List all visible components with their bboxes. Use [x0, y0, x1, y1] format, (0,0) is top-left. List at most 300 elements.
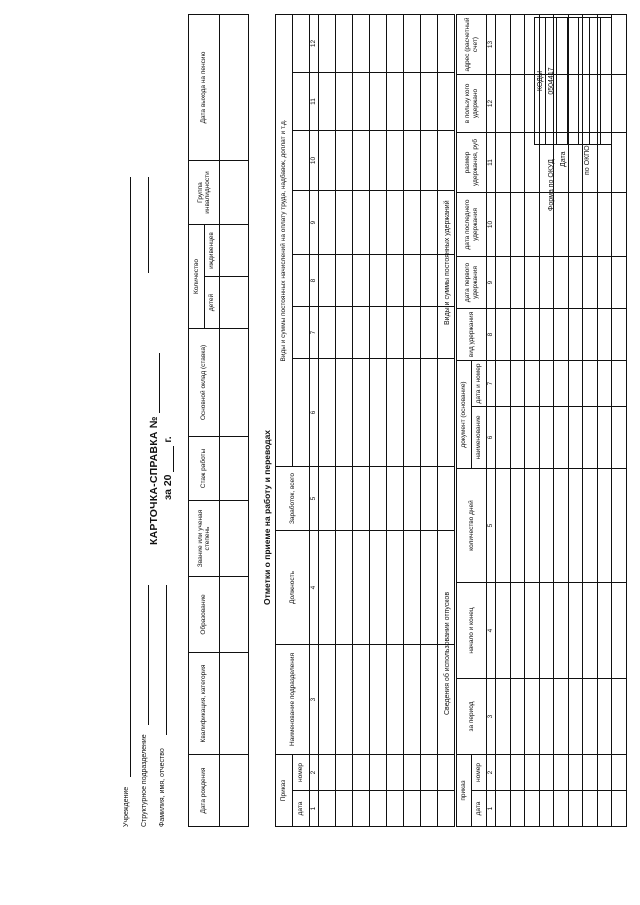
deduction-cell[interactable]	[612, 133, 627, 193]
hiring-cell[interactable]	[319, 191, 336, 255]
hiring-col-number: 9	[310, 191, 319, 255]
hiring-cell[interactable]	[319, 645, 336, 755]
th-degree: Звание или ученая степень	[189, 501, 220, 577]
th-children: детей	[204, 277, 220, 329]
hiring-row	[336, 14, 353, 826]
deduction-cell[interactable]	[568, 361, 583, 407]
hiring-cell[interactable]	[421, 307, 438, 359]
vacation-cell[interactable]	[496, 791, 511, 827]
hiring-cell[interactable]	[421, 755, 438, 791]
deduction-cell[interactable]	[568, 257, 583, 309]
vacation-cell[interactable]	[554, 679, 569, 755]
hiring-cell[interactable]	[336, 791, 353, 827]
hiring-cell[interactable]	[404, 467, 421, 531]
accrual-col-empty	[293, 307, 310, 359]
personal-cell[interactable]	[220, 653, 249, 755]
okpo-field-line[interactable]	[148, 177, 149, 273]
deduction-cell[interactable]	[554, 309, 569, 361]
th-accruals: Виды и суммы постоянных начислений на оплату труда, надбавок, доплат и т.д.	[276, 14, 293, 466]
deduction-cell[interactable]	[496, 361, 511, 407]
deduction-row	[568, 15, 583, 469]
hiring-cell[interactable]	[438, 467, 455, 531]
deduction-cell[interactable]	[568, 15, 583, 75]
vacation-cell[interactable]	[612, 755, 627, 791]
hiring-cell[interactable]	[421, 73, 438, 131]
hiring-cell[interactable]	[336, 531, 353, 645]
vacation-cell[interactable]	[568, 755, 583, 791]
vacation-row	[612, 469, 627, 827]
hiring-cell[interactable]	[370, 645, 387, 755]
hiring-cell[interactable]	[370, 307, 387, 359]
deduction-cell[interactable]	[539, 407, 554, 469]
hiring-row	[387, 14, 404, 826]
vacation-cell[interactable]	[525, 469, 540, 583]
deduction-cell[interactable]	[525, 15, 540, 75]
hiring-cell[interactable]	[387, 791, 404, 827]
hiring-cell[interactable]	[319, 791, 336, 827]
hiring-cell[interactable]	[319, 73, 336, 131]
th-doc-basis: документ (основание)	[457, 361, 472, 469]
th-deduction-kind: вид удержания	[457, 309, 487, 361]
deduction-cell[interactable]	[583, 309, 598, 361]
th-doc-date-number: дата и номер	[472, 361, 487, 407]
vacation-cell[interactable]	[554, 469, 569, 583]
hiring-cell[interactable]	[438, 791, 455, 827]
year-field[interactable]	[163, 446, 174, 472]
vacation-cell[interactable]	[539, 755, 554, 791]
deduction-cell[interactable]	[612, 361, 627, 407]
hiring-cell[interactable]	[319, 131, 336, 191]
hiring-col-number: 2	[310, 755, 319, 791]
deduction-cell[interactable]	[539, 309, 554, 361]
th-dependents: иждивенцев	[204, 225, 220, 277]
hiring-cell[interactable]	[319, 255, 336, 307]
deduction-cell[interactable]	[583, 257, 598, 309]
hiring-section-title: Отметки о приеме на работу и переводах	[262, 429, 272, 605]
deduction-cell[interactable]	[597, 75, 612, 133]
vacation-row	[496, 469, 511, 827]
vacation-cell[interactable]	[539, 679, 554, 755]
vacation-cell[interactable]	[612, 469, 627, 583]
hiring-cell[interactable]	[438, 73, 455, 131]
person-field[interactable]	[166, 585, 167, 735]
deduction-cell[interactable]	[510, 309, 525, 361]
deduction-col-number: 10	[487, 193, 496, 257]
hiring-col-number: 12	[310, 14, 319, 72]
personal-cell[interactable]	[220, 15, 249, 161]
hiring-cell[interactable]	[370, 531, 387, 645]
hiring-cell[interactable]	[353, 791, 370, 827]
accrual-col-empty	[293, 73, 310, 131]
deduction-cell[interactable]	[510, 193, 525, 257]
vacation-cell[interactable]	[496, 469, 511, 583]
vacation-col-number: 3	[487, 679, 496, 755]
hiring-cell[interactable]	[336, 359, 353, 467]
department-field[interactable]	[148, 585, 149, 725]
hiring-cell[interactable]	[387, 73, 404, 131]
vacation-cell[interactable]	[510, 583, 525, 679]
hiring-cell[interactable]	[421, 359, 438, 467]
hiring-cell[interactable]	[353, 14, 370, 72]
hiring-cell[interactable]	[421, 14, 438, 72]
vacation-row	[539, 469, 554, 827]
hiring-cell[interactable]	[319, 14, 336, 72]
deduction-cell[interactable]	[568, 407, 583, 469]
deduction-cell[interactable]	[554, 407, 569, 469]
hiring-cell[interactable]	[353, 191, 370, 255]
hiring-cell[interactable]	[438, 131, 455, 191]
hiring-cell[interactable]	[353, 467, 370, 531]
deduction-cell[interactable]	[597, 133, 612, 193]
deduction-cell[interactable]	[568, 309, 583, 361]
hiring-cell[interactable]	[319, 307, 336, 359]
deduction-cell[interactable]	[525, 193, 540, 257]
hiring-cell[interactable]	[387, 531, 404, 645]
deduction-cell[interactable]	[510, 75, 525, 133]
deduction-cell[interactable]	[597, 15, 612, 75]
hiring-cell[interactable]	[404, 73, 421, 131]
hiring-cell[interactable]	[387, 307, 404, 359]
hiring-cell[interactable]	[421, 191, 438, 255]
vacation-cell[interactable]	[597, 583, 612, 679]
hiring-row	[404, 14, 421, 826]
hiring-cell[interactable]	[404, 307, 421, 359]
th-hiring-order-number: номер	[293, 755, 310, 791]
th-count: Количество	[189, 225, 205, 329]
hiring-cell[interactable]	[336, 255, 353, 307]
deduction-col-number: 8	[487, 309, 496, 361]
hiring-col-number: 11	[310, 73, 319, 131]
year-prefix: за 20	[162, 474, 174, 500]
vacation-cell[interactable]	[510, 469, 525, 583]
deduction-cell[interactable]	[612, 193, 627, 257]
hiring-cell[interactable]	[319, 467, 336, 531]
deduction-cell[interactable]	[554, 361, 569, 407]
form-number-field[interactable]	[149, 353, 160, 413]
deduction-cell[interactable]	[510, 407, 525, 469]
hiring-cell[interactable]	[404, 255, 421, 307]
hiring-cell[interactable]	[387, 359, 404, 467]
vacation-cell[interactable]	[583, 583, 598, 679]
hiring-cell[interactable]	[421, 645, 438, 755]
accrual-col-empty	[293, 255, 310, 307]
hiring-cell[interactable]	[319, 359, 336, 467]
hiring-cell[interactable]	[370, 467, 387, 531]
hiring-cell[interactable]	[438, 14, 455, 72]
hiring-cell[interactable]	[370, 191, 387, 255]
vacation-cell[interactable]	[583, 469, 598, 583]
th-position: Должность	[276, 531, 310, 645]
deduction-cell[interactable]	[554, 75, 569, 133]
vacation-cell[interactable]	[539, 583, 554, 679]
deduction-cell[interactable]	[539, 257, 554, 309]
vacation-cell[interactable]	[597, 469, 612, 583]
hiring-cell[interactable]	[370, 791, 387, 827]
th-first-deduction-date: дата первого удержания	[457, 257, 487, 309]
deduction-col-number: 12	[487, 75, 496, 133]
th-disability-group: Группа инвалидности	[189, 161, 220, 225]
vacation-cell[interactable]	[597, 679, 612, 755]
hiring-cell[interactable]	[404, 791, 421, 827]
hiring-cell[interactable]	[353, 755, 370, 791]
th-experience: Стаж работы	[189, 437, 220, 501]
vacation-col-number: 5	[487, 469, 496, 583]
vacation-cell[interactable]	[583, 791, 598, 827]
date-label: Дата	[560, 151, 567, 167]
deduction-cell[interactable]	[496, 15, 511, 75]
vacation-cell[interactable]	[583, 679, 598, 755]
person-label: Фамилия, имя, отчество	[159, 748, 166, 827]
vacation-cell[interactable]	[597, 755, 612, 791]
personal-cell[interactable]	[220, 329, 249, 437]
hiring-cell[interactable]	[404, 14, 421, 72]
deduction-cell[interactable]	[539, 133, 554, 193]
deduction-cell[interactable]	[612, 407, 627, 469]
hiring-col-number: 4	[310, 531, 319, 645]
vacation-table	[456, 468, 627, 827]
vacation-cell[interactable]	[612, 791, 627, 827]
hiring-cell[interactable]	[353, 255, 370, 307]
hiring-cell[interactable]	[370, 359, 387, 467]
vacation-cell[interactable]	[612, 679, 627, 755]
deduction-cell[interactable]	[539, 15, 554, 75]
hiring-number-row	[310, 14, 319, 826]
hiring-cell[interactable]	[438, 359, 455, 467]
deduction-cell[interactable]	[496, 133, 511, 193]
vacation-cell[interactable]	[568, 583, 583, 679]
deduction-cell[interactable]	[496, 193, 511, 257]
deduction-cell[interactable]	[568, 133, 583, 193]
form-title-text: КАРТОЧКА-СПРАВКА №	[148, 416, 160, 545]
hiring-cell[interactable]	[404, 191, 421, 255]
hiring-cell[interactable]	[336, 131, 353, 191]
deduction-cell[interactable]	[496, 407, 511, 469]
deduction-cell[interactable]	[597, 257, 612, 309]
hiring-cell[interactable]	[387, 755, 404, 791]
hiring-cell[interactable]	[353, 307, 370, 359]
vacation-cell[interactable]	[539, 791, 554, 827]
th-vacation-order-date: дата	[472, 791, 487, 827]
deduction-cell[interactable]	[583, 193, 598, 257]
deduction-cell[interactable]	[510, 133, 525, 193]
th-doc-name: наименование	[472, 407, 487, 469]
deduction-cell[interactable]	[568, 75, 583, 133]
deduction-cell[interactable]	[539, 361, 554, 407]
deduction-cell[interactable]	[510, 361, 525, 407]
personal-cell[interactable]	[220, 437, 249, 501]
hiring-cell[interactable]	[370, 255, 387, 307]
deduction-cell[interactable]	[612, 75, 627, 133]
hiring-cell[interactable]	[353, 131, 370, 191]
deduction-cell[interactable]	[496, 75, 511, 133]
hiring-cell[interactable]	[404, 645, 421, 755]
hiring-cell[interactable]	[336, 755, 353, 791]
vacation-cell[interactable]	[554, 791, 569, 827]
deduction-cell[interactable]	[539, 75, 554, 133]
institution-field[interactable]	[130, 177, 131, 777]
deduction-cell[interactable]	[525, 309, 540, 361]
hiring-row	[353, 14, 370, 826]
deduction-cell[interactable]	[583, 133, 598, 193]
deduction-cell[interactable]	[612, 257, 627, 309]
form-year	[162, 436, 174, 500]
okpo-label: по ОКПО	[584, 145, 591, 175]
vacation-cell[interactable]	[612, 583, 627, 679]
hiring-cell[interactable]	[370, 14, 387, 72]
deduction-cell[interactable]	[525, 75, 540, 133]
hiring-cell[interactable]	[404, 755, 421, 791]
hiring-cell[interactable]	[353, 645, 370, 755]
th-unit-name: Наименование подразделения	[276, 645, 310, 755]
th-base-salary: Основной оклад (ставка)	[189, 329, 220, 437]
hiring-cell[interactable]	[404, 359, 421, 467]
deductions-section-title: Виды и суммы постоянных удержаний	[444, 200, 451, 325]
deduction-col-number: 6	[487, 407, 496, 469]
vacation-cell[interactable]	[539, 469, 554, 583]
th-salary-total: Заработок, всего	[276, 467, 310, 531]
hiring-cell[interactable]	[336, 14, 353, 72]
vacation-cell[interactable]	[496, 583, 511, 679]
hiring-cell[interactable]	[387, 131, 404, 191]
deduction-cell[interactable]	[583, 15, 598, 75]
hiring-cell[interactable]	[370, 131, 387, 191]
vacation-cell[interactable]	[510, 679, 525, 755]
vacation-col-number: 4	[487, 583, 496, 679]
vacation-col-number: 1	[487, 791, 496, 827]
deduction-row	[510, 15, 525, 469]
deduction-cell[interactable]	[583, 407, 598, 469]
personal-cell[interactable]	[220, 755, 249, 827]
hiring-cell[interactable]	[370, 73, 387, 131]
hiring-cell[interactable]	[421, 131, 438, 191]
deduction-row	[525, 15, 540, 469]
deduction-col-number: 7	[487, 361, 496, 407]
vacation-cell[interactable]	[510, 791, 525, 827]
th-vacation-order-number: номер	[472, 755, 487, 791]
deduction-row	[612, 15, 627, 469]
year-suffix: г.	[162, 436, 174, 443]
vacation-cell[interactable]	[525, 583, 540, 679]
hiring-cell[interactable]	[353, 359, 370, 467]
vacation-col-number: 2	[487, 755, 496, 791]
vacation-cell[interactable]	[554, 583, 569, 679]
vacation-cell[interactable]	[597, 791, 612, 827]
hiring-cell[interactable]	[404, 131, 421, 191]
vacation-cell[interactable]	[583, 755, 598, 791]
okud-label: Форма по ОКУД	[548, 159, 555, 211]
th-hiring-order-date: дата	[293, 791, 310, 827]
hiring-cell[interactable]	[387, 467, 404, 531]
hiring-cell[interactable]	[404, 531, 421, 645]
deduction-row	[496, 15, 511, 469]
personal-cell[interactable]	[220, 277, 249, 329]
hiring-cell[interactable]	[353, 531, 370, 645]
deduction-cell[interactable]	[597, 193, 612, 257]
deduction-cell[interactable]	[510, 15, 525, 75]
deduction-cell[interactable]	[554, 133, 569, 193]
personal-cell[interactable]	[220, 161, 249, 225]
th-hiring-order: Приказ	[276, 755, 293, 827]
th-vacation-start-end: начало и конец	[457, 583, 487, 679]
hiring-cell[interactable]	[336, 467, 353, 531]
hiring-table	[275, 14, 455, 827]
th-address: адрес (расчетный счет)	[457, 15, 487, 75]
vacation-cell[interactable]	[568, 679, 583, 755]
th-birth-date: Дата рождения	[189, 755, 220, 827]
deduction-cell[interactable]	[525, 361, 540, 407]
hiring-cell[interactable]	[370, 755, 387, 791]
deduction-cell[interactable]	[525, 133, 540, 193]
deduction-cell[interactable]	[612, 15, 627, 75]
hiring-cell[interactable]	[387, 645, 404, 755]
hiring-cell[interactable]	[387, 14, 404, 72]
vacation-cell[interactable]	[496, 679, 511, 755]
hiring-cell[interactable]	[387, 191, 404, 255]
vacation-cell[interactable]	[496, 755, 511, 791]
deduction-cell[interactable]	[496, 257, 511, 309]
deduction-cell[interactable]	[496, 309, 511, 361]
deduction-cell[interactable]	[510, 257, 525, 309]
deduction-cell[interactable]	[525, 407, 540, 469]
hiring-cell[interactable]	[336, 191, 353, 255]
deduction-cell[interactable]	[597, 407, 612, 469]
hiring-cell[interactable]	[336, 307, 353, 359]
vacation-cell[interactable]	[510, 755, 525, 791]
vacation-cell[interactable]	[525, 791, 540, 827]
hiring-cell[interactable]	[336, 645, 353, 755]
vacation-row	[583, 469, 598, 827]
deduction-row	[583, 15, 598, 469]
deduction-cell[interactable]	[539, 193, 554, 257]
vacation-cell[interactable]	[525, 679, 540, 755]
th-retirement-date: Дата выхода на пенсию	[189, 15, 220, 161]
hiring-row	[421, 14, 438, 826]
hiring-cell[interactable]	[387, 255, 404, 307]
deduction-cell[interactable]	[554, 193, 569, 257]
hiring-col-number: 5	[310, 467, 319, 531]
okud-value: 0504417	[546, 18, 557, 145]
th-education: Образование	[189, 577, 220, 653]
vacation-cell[interactable]	[525, 755, 540, 791]
hiring-cell[interactable]	[438, 755, 455, 791]
vacation-cell[interactable]	[568, 469, 583, 583]
deduction-cell[interactable]	[597, 309, 612, 361]
deduction-cell[interactable]	[554, 257, 569, 309]
personal-cell[interactable]	[220, 501, 249, 577]
deduction-cell[interactable]	[583, 75, 598, 133]
deduction-cell[interactable]	[568, 193, 583, 257]
hiring-cell[interactable]	[319, 531, 336, 645]
hiring-cell[interactable]	[319, 755, 336, 791]
form-title	[148, 353, 160, 545]
hiring-cell[interactable]	[353, 73, 370, 131]
deduction-cell[interactable]	[525, 257, 540, 309]
hiring-cell[interactable]	[421, 791, 438, 827]
personal-data-table	[188, 14, 249, 827]
personal-cell[interactable]	[220, 225, 249, 277]
vacation-cell[interactable]	[554, 755, 569, 791]
personal-cell[interactable]	[220, 577, 249, 653]
vacation-cell[interactable]	[568, 791, 583, 827]
hiring-cell[interactable]	[421, 255, 438, 307]
hiring-cell[interactable]	[336, 73, 353, 131]
deduction-cell[interactable]	[597, 361, 612, 407]
hiring-cell[interactable]	[421, 467, 438, 531]
deduction-cell[interactable]	[583, 361, 598, 407]
deduction-cell[interactable]	[612, 309, 627, 361]
deduction-cell[interactable]	[554, 15, 569, 75]
hiring-cell[interactable]	[421, 531, 438, 645]
